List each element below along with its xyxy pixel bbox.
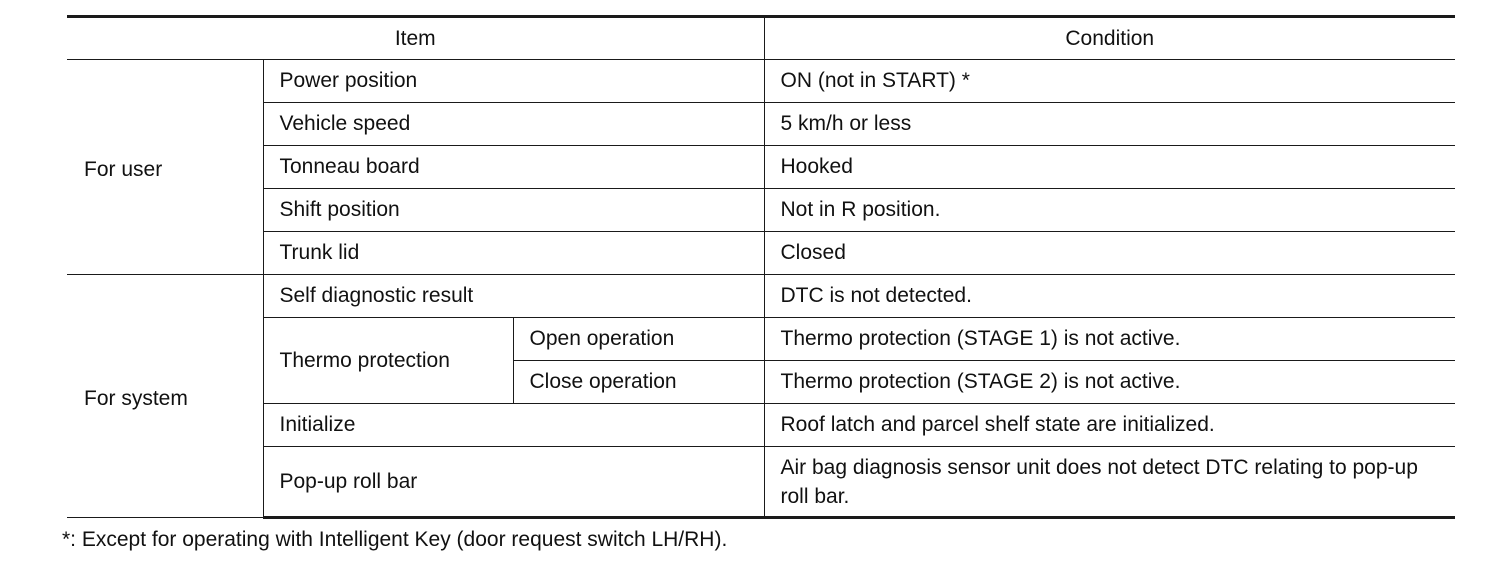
condition-cell: Not in R position. <box>764 189 1455 232</box>
condition-cell: Closed <box>764 232 1455 275</box>
item-cell: Initialize <box>263 404 764 447</box>
footnote: *: Except for operating with Intelligent Key (door request switch LH/RH). <box>62 528 728 551</box>
table-row <box>67 103 1455 146</box>
condition-cell: Roof latch and parcel shelf state are initialized. <box>764 404 1455 447</box>
item-cell: Trunk lid <box>263 232 764 275</box>
table-row <box>67 146 1455 189</box>
group-label-for-user: For user <box>67 60 263 275</box>
condition-cell: Hooked <box>764 146 1455 189</box>
header-condition: Condition <box>764 17 1455 60</box>
item-cell: Self diagnostic result <box>263 275 764 318</box>
table-row <box>67 404 1455 447</box>
table-row <box>67 275 1455 318</box>
table-row <box>67 318 1455 361</box>
condition-cell: DTC is not detected. <box>764 275 1455 318</box>
condition-cell: Thermo protection (STAGE 2) is not active. <box>764 361 1455 404</box>
item-cell: Power position <box>263 60 764 103</box>
table-row <box>67 189 1455 232</box>
sub-item-cell: Open operation <box>513 318 764 361</box>
item-cell-thermo-protection: Thermo protection <box>263 318 513 404</box>
table-header-row <box>67 17 1455 60</box>
condition-cell: Thermo protection (STAGE 1) is not active. <box>764 318 1455 361</box>
item-cell: Tonneau board <box>263 146 764 189</box>
item-cell: Vehicle speed <box>263 103 764 146</box>
group-label-for-system: For system <box>67 275 263 518</box>
table-row <box>67 232 1455 275</box>
header-item: Item <box>67 17 764 60</box>
condition-cell: Air bag diagnosis sensor unit does not detect DTC relating to pop-up roll bar. <box>764 447 1455 518</box>
item-cell: Pop-up roll bar <box>263 447 764 518</box>
table-row <box>67 60 1455 103</box>
sub-item-cell: Close operation <box>513 361 764 404</box>
condition-cell: 5 km/h or less <box>764 103 1455 146</box>
item-cell: Shift position <box>263 189 764 232</box>
table-row <box>67 447 1455 518</box>
conditions-table <box>67 15 1455 519</box>
condition-cell: ON (not in START) * <box>764 60 1455 103</box>
